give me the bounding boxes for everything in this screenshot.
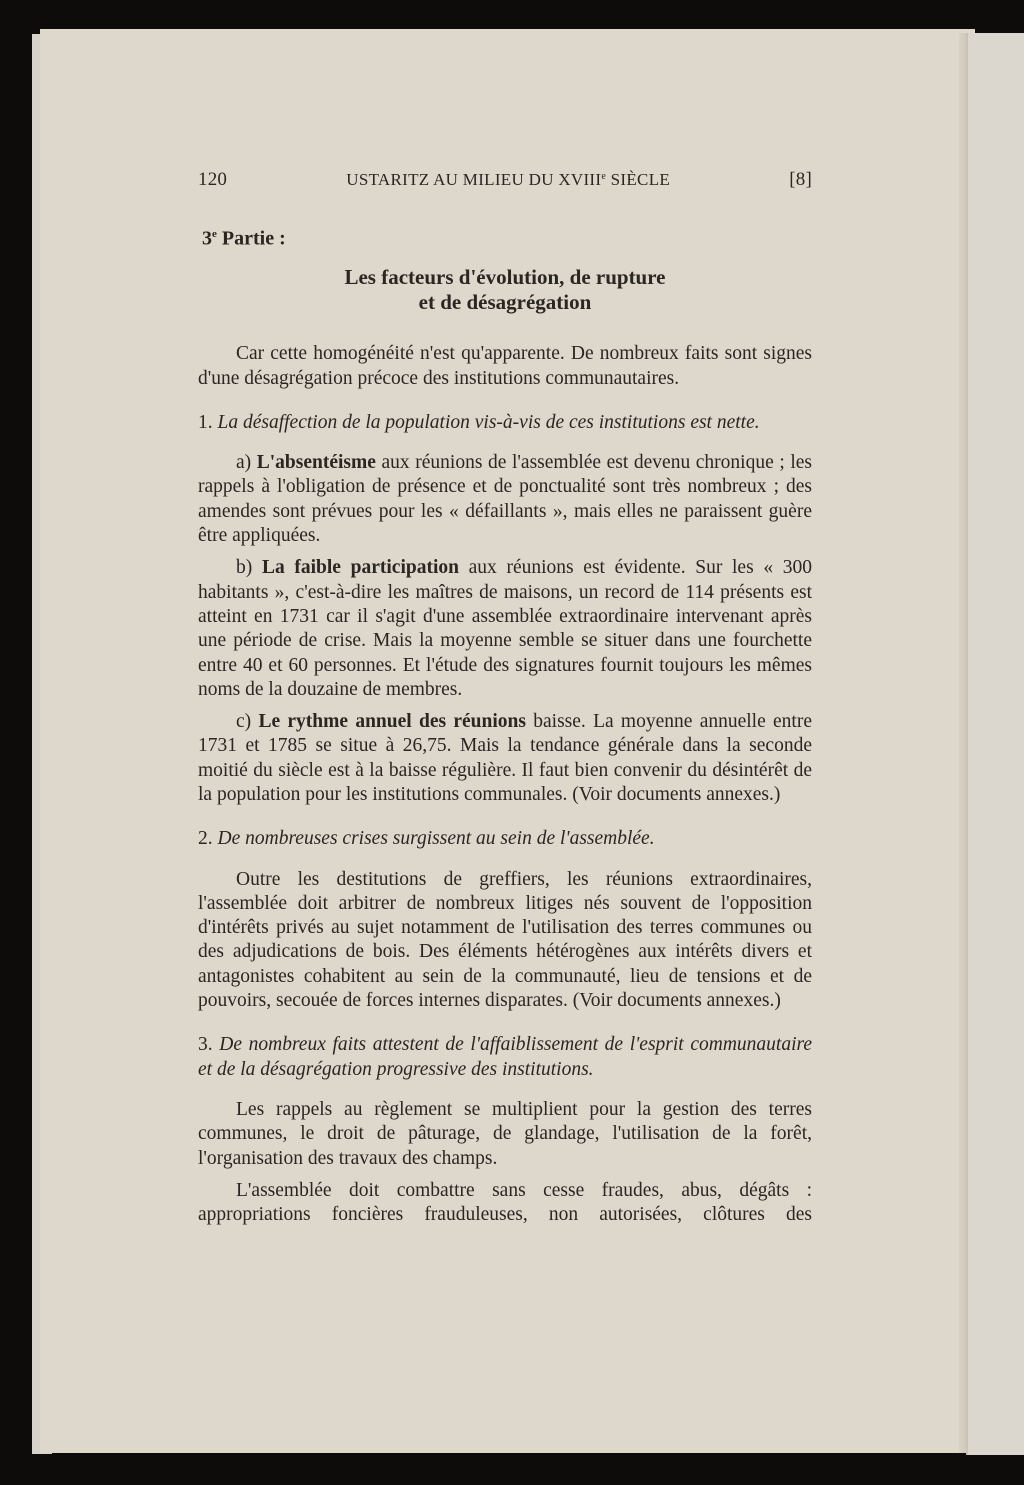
section-2-paragraph: Outre les destitutions de greffiers, les réunions extraordinaires, l'assemblée doit arbitrer de nombreux litiges nés souvent de l'opposition d'intérêts privés au sujet notamment de l'utilisation des terres communes ou des adjudications de bois. Des éléments hétérogènes aux intérêts divers et antagonistes cohabitent au sein de la communauté, lieu de tensions et de pouvoirs, secouée de forces internes disparates. (Voir documents annexes.): [198, 868, 812, 1012]
part-sup: e: [212, 228, 217, 241]
page-fold: [959, 33, 966, 1453]
running-title: [346, 165, 670, 192]
running-title-end: SIÈCLE: [606, 170, 671, 189]
item-bold-term: L'absentéisme: [256, 452, 376, 474]
running-head: [198, 165, 812, 192]
item-bold-term: Le rythme annuel des réunions: [258, 711, 526, 733]
subsection-heading-text: La désaffection de la population vis-à-vis de ces institutions est nette.: [217, 411, 760, 433]
item-marker: a): [236, 452, 252, 474]
original-page-number: [8]: [789, 169, 812, 190]
part-label-end: Partie :: [216, 227, 286, 250]
subsection-heading-1: [198, 411, 812, 435]
section-title-line-2: et de désagrégation: [418, 290, 592, 315]
page-text: [198, 165, 812, 1227]
section-3-paragraph-2: L'assemblée doit combattre sans cesse fraudes, abus, dégâts : appropriations foncières frauduleuses, non autorisées, clôtures des: [198, 1179, 812, 1226]
running-title-sup: e: [601, 171, 607, 182]
subsection-number: 3.: [198, 1034, 213, 1056]
item-text: baisse. La moyenne annuelle entre 1731 et 1785 se situe à 26,75. Mais la tendance générale dans la seconde moitié du siècle est à la baisse régulière. Il faut bien convenir du désintérêt de la population pour les institutions communales. (Voir documents annexes.): [198, 711, 813, 805]
item-text: aux réunions de l'assemblée est devenu chronique ; les rappels à l'obligation de présence et de ponctualité sont très nombreux ; des amendes sont prévues pour les « défaillants », mais elles ne paraissent guère être appliquées.: [198, 452, 812, 547]
section-3-paragraph-1: Les rappels au règlement se multiplient pour la gestion des terres communes, le droit de pâturage, de glandage, l'utilisation de la forêt, l'organisation des travaux des champs.: [198, 1098, 812, 1169]
subsection-heading-text: De nombreuses crises surgissent au sein de l'assemblée.: [217, 828, 655, 850]
item-a: [198, 451, 812, 548]
item-b: [198, 556, 812, 702]
running-title-text: USTARITZ AU MILIEU DU XVIII: [346, 170, 602, 189]
subsection-heading-3: [198, 1033, 812, 1082]
subsection-number: 1.: [198, 411, 213, 433]
part-number: 3: [202, 227, 212, 250]
part-label: [202, 222, 812, 251]
section-title-line-1: Les facteurs d'évolution, de rupture: [344, 265, 666, 290]
item-c: [198, 710, 812, 807]
facing-page-edge: [966, 33, 1024, 1455]
item-text: aux réunions est évidente. Sur les « 300 habitants », c'est-à-dire les maîtres de maisons, un record de 114 présents est atteint en 1731 car il s'agit d'une assemblée extraordinaire intervenant après une période de crise. Mais la moyenne semble se situer dans une fourchette entre 40 et 60 personnes. Et l'étude des signatures fournit toujours les mêmes noms de la douzaine de membres.: [198, 557, 813, 700]
section-title: [198, 265, 812, 315]
intro-paragraph: Car cette homogénéité n'est qu'apparente. De nombreux faits sont signes d'une désagrégation précoce des institutions communautaires.: [198, 343, 812, 389]
item-marker: b): [236, 557, 253, 579]
item-bold-term: La faible participation: [261, 557, 459, 579]
item-marker: c): [236, 711, 252, 733]
subsection-heading-text: De nombreux faits attestent de l'affaiblissement de l'esprit communautaire et de la désagrégation progressive des institutions.: [198, 1034, 813, 1080]
subsection-heading-2: [198, 827, 812, 851]
page-number: 120: [198, 169, 228, 190]
subsection-number: 2.: [198, 828, 213, 850]
